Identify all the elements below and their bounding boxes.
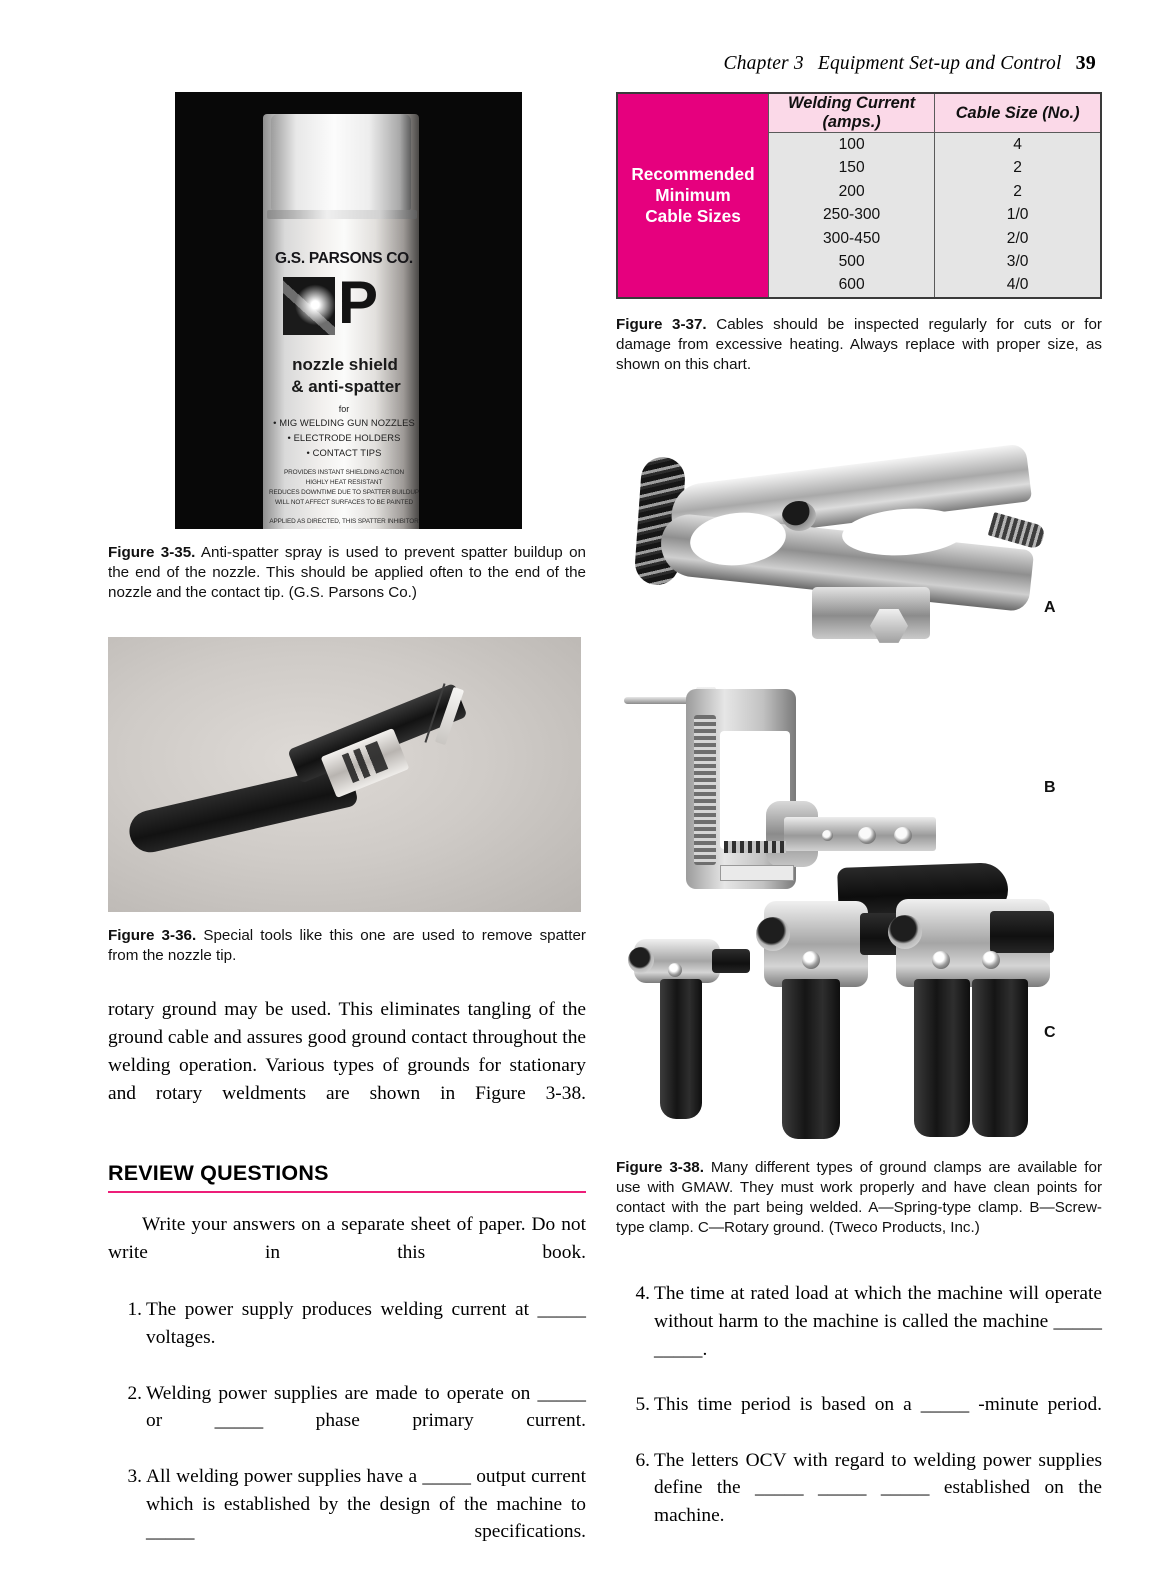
table-cell: 500 bbox=[838, 252, 865, 270]
question-text: The power supply produces welding current at _____ voltages. bbox=[146, 1299, 586, 1349]
list-item bbox=[616, 1391, 1102, 1447]
continued-paragraph: rotary ground may be used. This eliminates tangling of the ground cable and assures good ground contact throughout the welding operation. Various types of grounds for stationary and rotary weldments are shown in Figure 3-38. bbox=[108, 999, 586, 1104]
table-column-header-cable-size: Cable Size (No.) bbox=[935, 93, 1101, 133]
running-head bbox=[724, 52, 1096, 75]
table-cell: 2 bbox=[1013, 159, 1022, 177]
running-head-chapter: Chapter 3 bbox=[723, 53, 804, 74]
table-title-line-3: Cable Sizes bbox=[645, 205, 741, 226]
spray-can-product-line-2: & anti-spatter bbox=[291, 377, 401, 396]
rotary-ground-small-pin bbox=[712, 949, 750, 973]
figure-3-38-label: Figure 3-38. bbox=[616, 1158, 704, 1176]
question-text: All welding power supplies have a _____ output current which is established by the design of the machine to _____ specifications. bbox=[146, 1465, 586, 1543]
question-number: 1. bbox=[127, 1299, 142, 1321]
spring-clamp-pivot-hole bbox=[782, 501, 816, 531]
nozzle-tool-handle bbox=[125, 764, 359, 857]
table-column-cable-size-values bbox=[935, 133, 1101, 298]
question-number: 6. bbox=[635, 1449, 650, 1471]
list-item bbox=[108, 1296, 586, 1379]
spray-can-logo-letter: P bbox=[338, 269, 379, 336]
screw-clamp-serrated-anvil bbox=[724, 841, 786, 853]
spring-clamp-serrated-tip bbox=[988, 512, 1047, 550]
rotary-ground-small-bore bbox=[628, 947, 654, 973]
table-cell: 3/0 bbox=[1006, 252, 1029, 270]
table-cell: 1/0 bbox=[1006, 206, 1029, 224]
figure-3-35-caption bbox=[108, 543, 586, 603]
table-cell: 300-450 bbox=[823, 229, 881, 247]
question-text: The time at rated load at which the machine will operate without harm to the machine is called the machine _____ _____. bbox=[654, 1283, 1102, 1360]
table-cell: 4/0 bbox=[1006, 276, 1029, 294]
list-item bbox=[616, 1447, 1102, 1558]
question-text: This time period is based on a _____ -minute period. bbox=[654, 1394, 1102, 1416]
list-item bbox=[616, 1280, 1102, 1391]
spray-can-cap-rim bbox=[267, 210, 417, 219]
figure-3-38-caption-text: Many different types of ground clamps are available for use with GMAW. They must work properly and have clean points for contact with the part being welded. A—Spring-type clamp. B—Screw-type clamp. C—Rotary ground. (Tweco Products, Inc.) bbox=[616, 1158, 1102, 1237]
figure-3-36-label: Figure 3-36. bbox=[108, 927, 197, 945]
table-cell: 4 bbox=[1013, 136, 1022, 153]
spray-can-fine-print-1: PROVIDES INSTANT SHIELDING ACTION bbox=[283, 469, 405, 476]
table-cell: 250-300 bbox=[823, 206, 881, 224]
table-cell: 150 bbox=[838, 159, 865, 177]
spray-can-cap bbox=[271, 114, 411, 210]
right-column bbox=[616, 92, 1102, 1558]
spray-can-fine-print-4: WILL NOT AFFECT SURFACES TO BE PAINTED bbox=[274, 499, 414, 506]
running-head-title: Equipment Set-up and Control bbox=[817, 53, 1062, 74]
figure-3-36-photo bbox=[108, 637, 581, 912]
figure-3-35-photo bbox=[175, 92, 522, 529]
list-item bbox=[108, 1380, 586, 1463]
table-title-cell bbox=[617, 93, 769, 298]
screw-clamp-terminal-screw-2 bbox=[858, 827, 876, 844]
recommended-cable-sizes-table bbox=[616, 92, 1102, 299]
rotary-ground-small-setscrew bbox=[668, 963, 682, 977]
question-number: 5. bbox=[635, 1394, 650, 1416]
question-number: 2. bbox=[127, 1382, 142, 1404]
table-title-line-2: Minimum bbox=[655, 184, 731, 205]
table-title-line-1: Recommended bbox=[631, 163, 755, 184]
figure-3-37-caption-text: Cables should be inspected regularly for cuts or for damage from excessive heating. Always replace with proper size, as shown on this chart. bbox=[616, 315, 1102, 373]
rotary-ground-large-setscrew-1 bbox=[932, 951, 950, 969]
spray-can-bullet-1: • MIG WELDING GUN NOZZLES bbox=[273, 417, 415, 428]
part-label-c: C bbox=[1044, 1023, 1056, 1041]
rotary-ground-small-stem bbox=[660, 979, 702, 1119]
question-text: Welding power supplies are made to operate on _____ or _____ phase primary current. bbox=[146, 1382, 586, 1432]
table-column-header-welding-current: Welding Current (amps.) bbox=[769, 93, 935, 133]
list-item bbox=[108, 1463, 586, 1574]
table-cell: 2 bbox=[1013, 182, 1022, 200]
left-column bbox=[108, 92, 586, 1574]
spray-can-for-word: for bbox=[338, 404, 350, 414]
spray-can-brand-text: G.S. PARSONS CO. bbox=[275, 250, 413, 267]
question-number: 4. bbox=[635, 1283, 650, 1305]
screw-clamp-terminal-screw-1 bbox=[822, 830, 833, 841]
figure-3-36-caption-text: Special tools like this one are used to remove spatter from the nozzle tip. bbox=[108, 927, 586, 965]
part-label-a: A bbox=[1044, 598, 1056, 616]
spray-can-fine-print-2: HIGHLY HEAT RESISTANT bbox=[305, 479, 383, 486]
rotary-ground-large-setscrew-2 bbox=[982, 951, 1000, 969]
table-cell: 200 bbox=[838, 182, 865, 200]
review-questions-heading: REVIEW QUESTIONS bbox=[108, 1161, 586, 1193]
spray-can-bullet-2: • ELECTRODE HOLDERS bbox=[287, 432, 401, 443]
rotary-ground-large-stem-2 bbox=[972, 979, 1028, 1137]
review-questions-list-right bbox=[616, 1280, 1102, 1558]
question-number: 3. bbox=[127, 1465, 142, 1487]
screw-clamp-terminal-screw-3 bbox=[894, 827, 912, 844]
figure-3-35-label: Figure 3-35. bbox=[108, 544, 196, 561]
table-cell: 2/0 bbox=[1006, 229, 1029, 247]
screw-clamp-threaded-screw bbox=[694, 715, 716, 865]
rotary-ground-large-stem-1 bbox=[914, 979, 970, 1137]
spray-can-fine-print-3: REDUCES DOWNTIME DUE TO SPATTER BUILDUP bbox=[268, 489, 420, 496]
table-column-welding-current-values bbox=[769, 133, 935, 298]
rotary-ground-medium-bore bbox=[756, 917, 790, 951]
spray-can-product-line-1: nozzle shield bbox=[292, 355, 398, 374]
review-intro-paragraph: Write your answers on a separate sheet of paper. Do not write in this book. bbox=[108, 1214, 586, 1263]
rotary-ground-medium-setscrew bbox=[802, 951, 820, 969]
rotary-ground-large-pin bbox=[990, 911, 1054, 953]
rotary-ground-medium-stem bbox=[782, 979, 840, 1139]
question-text: The letters OCV with regard to welding power supplies define the _____ _____ _____ established on the machine. bbox=[654, 1449, 1102, 1527]
spray-can-logo-graphic bbox=[283, 277, 335, 335]
page-number: 39 bbox=[1075, 52, 1096, 74]
figure-3-35-caption-text: Anti-spatter spray is used to prevent spatter buildup on the end of the nozzle. This should be applied often to the end of the nozzle and the contact tip. (G.S. Parsons Co.) bbox=[108, 544, 586, 602]
figure-3-37-caption bbox=[616, 315, 1102, 375]
part-label-b: B bbox=[1044, 778, 1056, 796]
review-questions-list-left bbox=[108, 1296, 586, 1574]
rotary-ground-large-bore bbox=[888, 915, 922, 949]
figure-3-38-caption bbox=[616, 1158, 1102, 1238]
spray-can-footer-print: APPLIED AS DIRECTED, THIS SPATTER INHIBITOR bbox=[269, 518, 419, 525]
figure-3-36-caption bbox=[108, 926, 586, 966]
spray-can-bullet-3: • CONTACT TIPS bbox=[306, 447, 382, 458]
figure-3-38-photo bbox=[616, 439, 1102, 1144]
spring-clamp-cable-lug bbox=[812, 587, 930, 639]
figure-3-37-label: Figure 3-37. bbox=[616, 315, 707, 333]
screw-clamp-nameplate bbox=[720, 865, 794, 881]
table-cell: 100 bbox=[838, 136, 865, 153]
table-cell: 600 bbox=[838, 276, 865, 294]
